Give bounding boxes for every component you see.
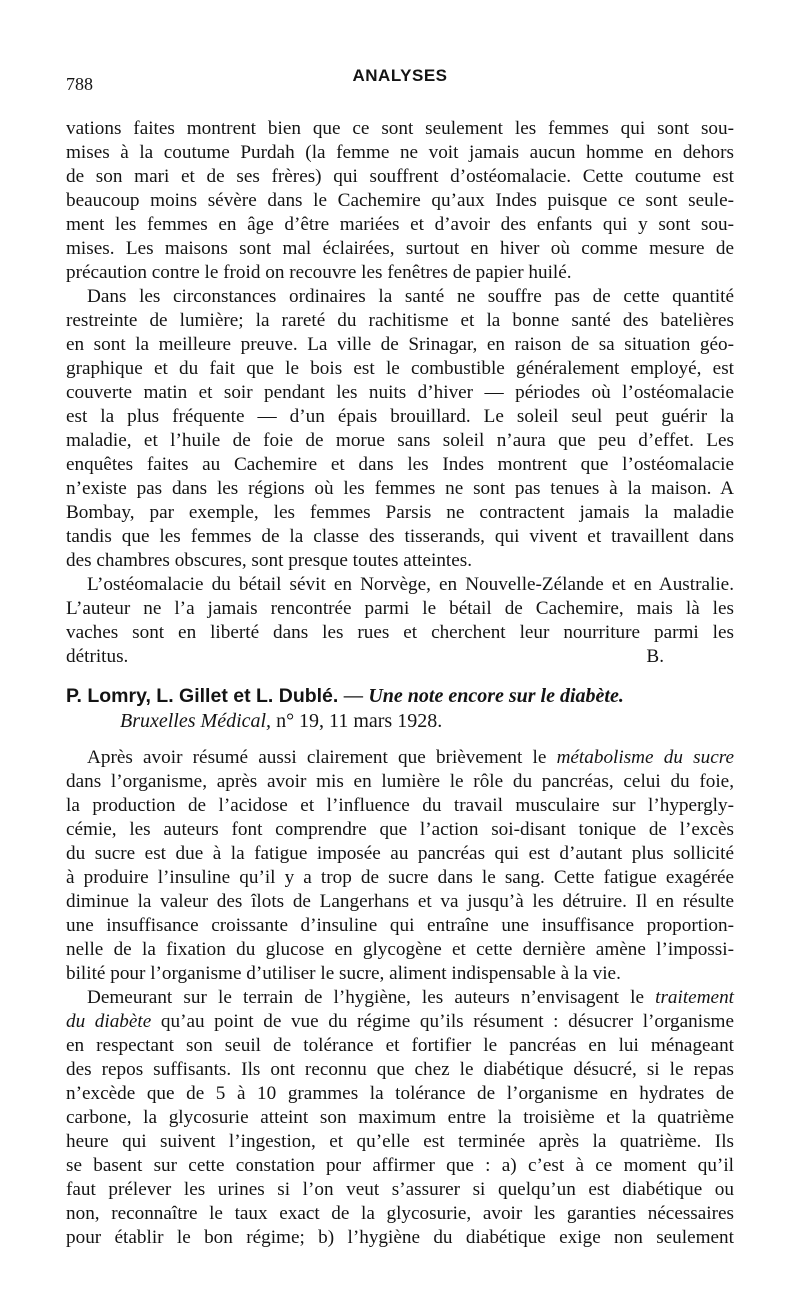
text-line: faut prélever les urines si l’on veut s’assurer si quelqu’un est diabétique ou	[66, 1179, 734, 1200]
text-line: mises. Les maisons sont mal éclairées, surtout en hiver où comme mesure de	[66, 238, 734, 259]
text-line: la production de l’acidose et l’influence du travail musculaire sur l’hypergly-	[66, 795, 734, 816]
text-line: ment les femmes en âge d’être mariées et d’avoir des enfants qui y sont sou-	[66, 214, 734, 235]
text-segment: Après avoir résumé aussi clairement que brièvement le	[87, 747, 547, 768]
text-line: carbone, la glycosurie atteint son maximum entre la troisième et la quatrième	[66, 1107, 734, 1128]
emphasis-text: du diabète	[66, 1011, 152, 1032]
text-line: enquêtes faites au Cachemire et dans les Indes montrent que l’ostéomalacie	[66, 454, 734, 475]
article-authors: P. Lomry, L. Gillet et L. Dublé.	[66, 685, 339, 707]
journal-issue: n° 19, 11 mars 1928.	[276, 710, 443, 732]
text-line: nelle de la fixation du glucose en glycogène et cette dernière amène l’impossi-	[66, 939, 734, 960]
text-line: couverte matin et soir pendant les nuits d’hiver — périodes où l’ostéomalacie	[66, 382, 734, 403]
signature: B.	[646, 646, 664, 667]
text-line: tandis que les femmes de la classe des tisserands, qui vivent et travaillent dans	[66, 526, 734, 547]
text-line: Bombay, par exemple, les femmes Parsis ne contractent jamais la maladie	[66, 502, 734, 523]
article-dash: —	[343, 685, 364, 707]
emphasis-text: métabolisme du sucre	[556, 747, 735, 768]
text-line: se basent sur cette constation pour affirmer que : a) c’est à ce moment qu’il	[66, 1155, 734, 1176]
running-title: ANALYSES	[352, 66, 448, 85]
text-line: des repos suffisants. Ils ont reconnu que chez le diabétique désucré, si le repas	[66, 1059, 734, 1080]
text-line: à produire l’insuline qu’il y a trop de sucre dans le sang. Cette fatigue exagérée	[66, 867, 734, 888]
text-line: heure qui suivent l’ingestion, et qu’elle est terminée après la quatrième. Ils	[66, 1131, 734, 1152]
text-segment: Demeurant sur le terrain de l’hygiène, les auteurs n’envisagent le	[87, 987, 644, 1008]
text-line: en respectant son seuil de tolérance et fortifier le pancréas en lui ménageant	[66, 1035, 734, 1056]
text-line: graphique et du fait que le bois est le combustible généralement employé, est	[66, 358, 734, 379]
text-line: n’excède que de 5 à 10 grammes la tolérance de l’organisme en hydrates de	[66, 1083, 734, 1104]
text-line: restreinte de lumière; la rareté du rachitisme et la bonne santé des batelières	[66, 310, 734, 331]
text-line: maladie, et l’huile de foie de morue sans soleil n’aura que peu d’effet. Les	[66, 430, 734, 451]
text-line: une insuffisance croissante d’insuline qui entraîne une insuffisance proportion-	[66, 915, 734, 936]
text-line: vaches sont en liberté dans les rues et cherchent leur nourriture parmi les	[66, 622, 734, 643]
text-line: diminue la valeur des îlots de Langerhans et va jusqu’à les détruire. Il en résulte	[66, 891, 734, 912]
article-title: Une note encore sur le diabète.	[368, 685, 624, 707]
text-line: en sont la meilleure preuve. La ville de Srinagar, en raison de sa situation géo-	[66, 334, 734, 355]
text-line: n’existe pas dans les régions où les femmes ne sont pas tenues à la maison. A	[66, 478, 734, 499]
emphasis-text: traitement	[655, 987, 734, 1008]
text-line: de son mari et de ses frères) qui souffrent d’ostéomalacie. Cette coutume est	[66, 166, 734, 187]
text-line	[87, 986, 734, 1010]
text-line: beaucoup moins sévère dans le Cachemire qu’aux Indes puisque ce sont seule-	[66, 190, 734, 211]
text-line: détritus.	[66, 646, 129, 667]
text-line: mises à la coutume Purdah (la femme ne voit jamais aucun homme en dehors	[66, 142, 734, 163]
text-line: vations faites montrent bien que ce sont seulement les femmes qui sont sou-	[66, 118, 734, 139]
text-line: des chambres obscures, sont presque toutes atteintes.	[66, 550, 473, 571]
text-line	[66, 1010, 734, 1034]
text-line-with-signature	[66, 645, 734, 669]
text-line: du sucre est due à la fatigue imposée au pancréas qui est d’autant plus sollicité	[66, 843, 734, 864]
article-heading	[66, 682, 734, 709]
page-number: 788	[66, 74, 93, 94]
text-line: non, reconnaître le taux exact de la glycosurie, avoir les garanties nécessaires	[66, 1203, 734, 1224]
text-line: est la plus fréquente — d’un épais brouillard. Le soleil seul peut guérir la	[66, 406, 734, 427]
text-line	[87, 746, 734, 770]
text-line: précaution contre le froid on recouvre les fenêtres de papier huilé.	[66, 262, 572, 283]
text-line: L’auteur ne l’a jamais rencontrée parmi le bétail de Cachemire, mais là les	[66, 598, 734, 619]
text-line: L’ostéomalacie du bétail sévit en Norvège, en Nouvelle-Zélande et en Australie.	[87, 574, 734, 595]
text-line: dans l’organisme, après avoir mis en lumière le rôle du pancréas, celui du foie,	[66, 771, 734, 792]
text-line: bilité pour l’organisme d’utiliser le sucre, aliment indispensable à la vie.	[66, 963, 621, 984]
text-line: cémie, les auteurs font comprendre que l’action soi-disant tonique de l’excès	[66, 819, 734, 840]
journal-name: Bruxelles Médical,	[120, 710, 272, 732]
text-line: pour établir le bon régime; b) l’hygiène du diabétique exige non seulement	[66, 1227, 734, 1248]
article-citation	[120, 708, 442, 734]
text-line: Dans les circonstances ordinaires la santé ne souffre pas de cette quantité	[87, 286, 734, 307]
text-segment: qu’au point de vue du régime qu’ils résument : désucrer l’organisme	[160, 1011, 734, 1032]
